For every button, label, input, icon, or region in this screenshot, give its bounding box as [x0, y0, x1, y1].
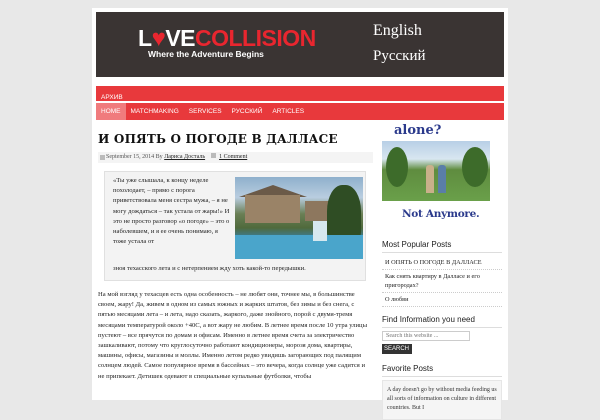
logo-collision: COLLISION [195, 25, 316, 51]
main-content [98, 132, 373, 382]
popular-posts-title: Most Popular Posts [382, 240, 502, 253]
search-widget-title: Find Information you need [382, 315, 502, 328]
logo-tagline: Where the Adventure Begins [148, 49, 264, 59]
nav-item-archive[interactable]: АРХИВ [101, 94, 123, 101]
sidebar-ad-banner[interactable] [382, 123, 490, 228]
logo-love-ve: VE [165, 25, 195, 51]
favorite-post-excerpt: A day doesn't go by without media feeding us all sorts of information on culture in different countries. But I [382, 380, 502, 420]
nav-item-articles[interactable]: ARTICLES [272, 108, 305, 115]
post-body: На мой взгляд у техасцев есть одна особенность – не любят они, точнее мы, в большинстве своем, жару! Да, живем в одном из самых южных и жарких штатов, без зимы и без снега, с пятью месяцами лета – и лета, надо сказать, жаркого, даже знойного, порой с двумя-тремя месяцами температурой около +40С, а вот жару не любим. В летнее время после 10 утра улицы пустеют – все прячутся по домам и офисам. Именно в летнее время счета за электричество зашкаливают, потому что круглосуточно работают кондиционеры, морозя дома, квартиры, машины, офисы, магазины и моллы. Именно летом редко увидишь загорающих под палящим солнцем людей. Самое популярное время в бассейнах – это вечера, когда солнце уже садится и не припекает. Детишек одевают в специальные купальные футболки, чтобы [98, 291, 367, 380]
ad-tree-left [386, 147, 408, 187]
language-english-link[interactable]: English [373, 22, 422, 39]
image-pool [235, 235, 363, 259]
post-intro-box [104, 171, 366, 281]
post-meta [98, 152, 373, 163]
ad-tree-right [462, 147, 488, 187]
language-russian-link[interactable]: Русский [373, 48, 426, 64]
main-nav [96, 103, 504, 120]
image-house [245, 195, 300, 223]
post-intro-tail: зноя техасского лета и с нетерпением жду хоть какой-то передышки. [113, 265, 306, 272]
top-nav [96, 86, 504, 101]
search-input[interactable] [382, 331, 470, 341]
calendar-icon [100, 155, 105, 160]
popular-post-item[interactable]: Как снять квартиру в Далласе и его пригородах? [382, 270, 502, 293]
nav-item-services[interactable]: SERVICES [188, 108, 222, 115]
sidebar [382, 123, 502, 420]
popular-posts-widget [382, 240, 502, 307]
logo-love-l: L [138, 25, 152, 51]
post-intro-text: «Ты уже слышала, к концу неделе похолодает, – прямо с порога приветствовала меня сестра мужа, – я не могу дождаться – так устала от жары!» И это не просто разговор «о погоде» – это о наболевшем, и я ее очень понимаю, я тоже устала от [113, 177, 230, 246]
nav-item-home[interactable]: HOME [96, 103, 126, 120]
nav-item-russian[interactable]: РУССКИЙ [231, 108, 263, 115]
search-widget [382, 315, 502, 354]
ad-photo [382, 141, 490, 201]
post-comments-link[interactable]: 1 Comment [219, 154, 248, 160]
logo-wordmark [138, 26, 316, 51]
post-title[interactable]: И ОПЯТЬ О ПОГОДЕ В ДАЛЛАСЕ [98, 132, 338, 146]
site-header [96, 12, 504, 77]
popular-post-item[interactable]: О любви [382, 293, 502, 307]
ad-tagline: Not Anymore. [402, 208, 480, 220]
ad-headline: alone? [394, 123, 442, 138]
popular-post-item[interactable]: И ОПЯТЬ О ПОГОДЕ В ДАЛЛАСЕ [382, 256, 502, 270]
comment-icon [211, 153, 216, 158]
ad-figure-woman [426, 165, 434, 193]
post-author-link[interactable]: Лариса Досталь [164, 154, 206, 160]
page-wrapper [92, 8, 508, 411]
nav-item-matchmaking[interactable]: MATCHMAKING [130, 108, 179, 115]
ad-figure-man [438, 165, 446, 193]
site-logo[interactable] [138, 26, 316, 59]
heart-icon: ♥ [151, 25, 166, 52]
search-button[interactable]: SEARCH [382, 344, 412, 354]
popular-posts-list [382, 256, 502, 307]
favorite-posts-widget [382, 364, 502, 420]
post-by: By [155, 154, 163, 160]
favorite-posts-title: Favorite Posts [382, 364, 502, 377]
post-date: September 15, 2014 [106, 154, 155, 160]
post-image [235, 177, 363, 259]
image-waterfall [313, 221, 327, 241]
